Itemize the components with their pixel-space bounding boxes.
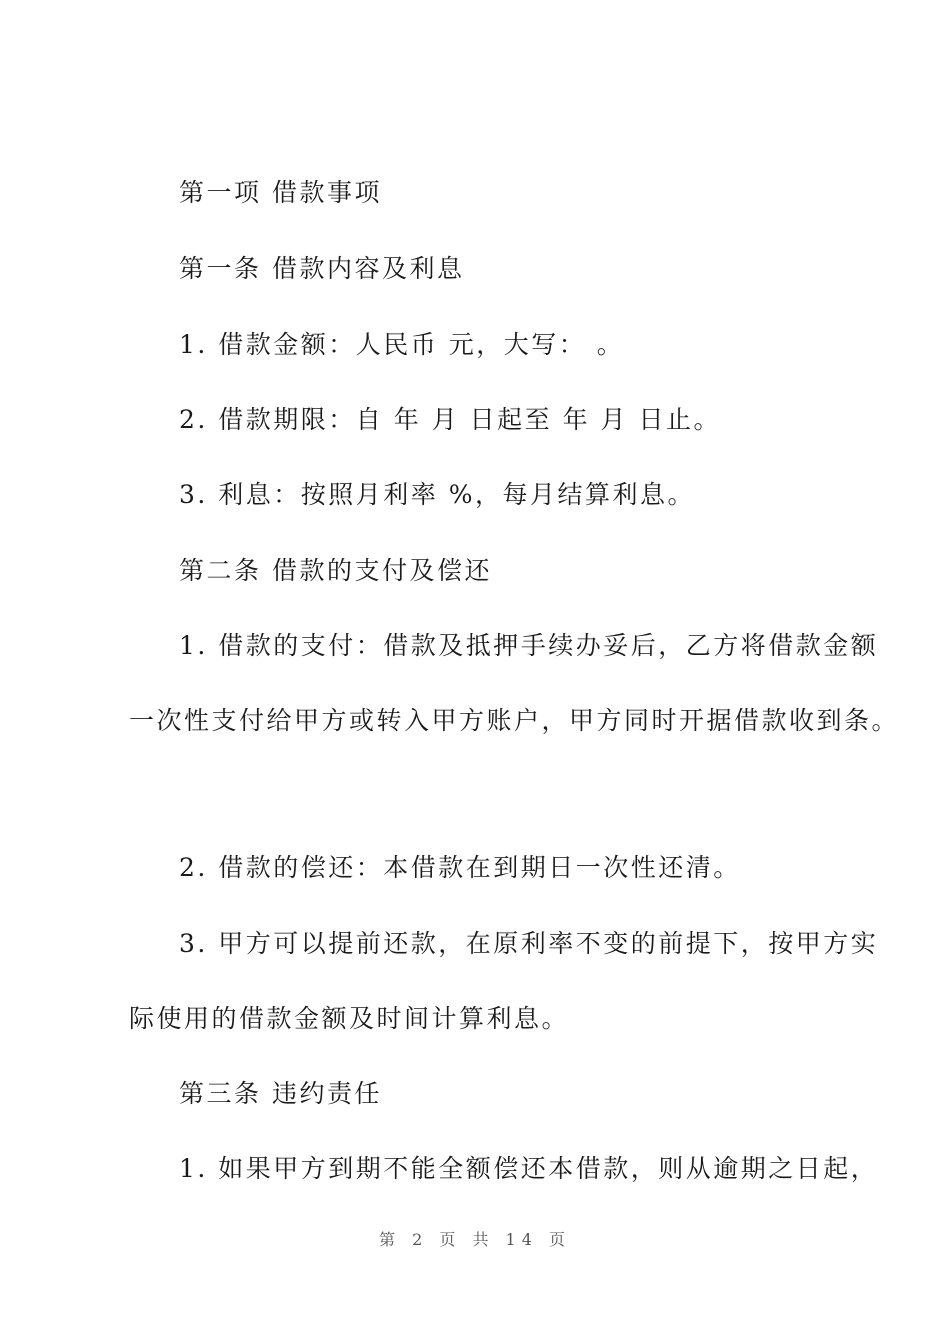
article-heading: 第三条 违约责任 [179,1079,382,1108]
clause-text: 2. 借款的偿还：本借款在到期日一次性还清。 [179,853,741,882]
clause-text-continued: 一次性支付给甲方或转入甲方账户，甲方同时开据借款收到条。 [129,706,900,735]
article-heading: 第一条 借款内容及利息 [179,254,465,283]
clause-text-continued: 际使用的借款金额及时间计算利息。 [129,1004,570,1033]
page-number-footer: 第 2 页 共 14 页 [379,1230,571,1249]
clause-text: 1. 借款金额：人民币 元，大写： 。 [179,330,625,359]
section-heading: 第一项 借款事项 [179,178,382,207]
clause-text: 1. 如果甲方到期不能全额偿还本借款，则从逾期之日起， [179,1154,879,1183]
article-heading: 第二条 借款的支付及偿还 [179,556,492,585]
clause-text: 3. 利息：按照月利率 %，每月结算利息。 [179,480,696,509]
clause-text: 3. 甲方可以提前还款，在原利率不变的前提下，按甲方实 [179,929,879,958]
clause-text: 2. 借款期限：自 年 月 日起至 年 月 日止。 [179,405,721,434]
clause-text: 1. 借款的支付：借款及抵押手续办妥后，乙方将借款金额 [179,631,879,660]
